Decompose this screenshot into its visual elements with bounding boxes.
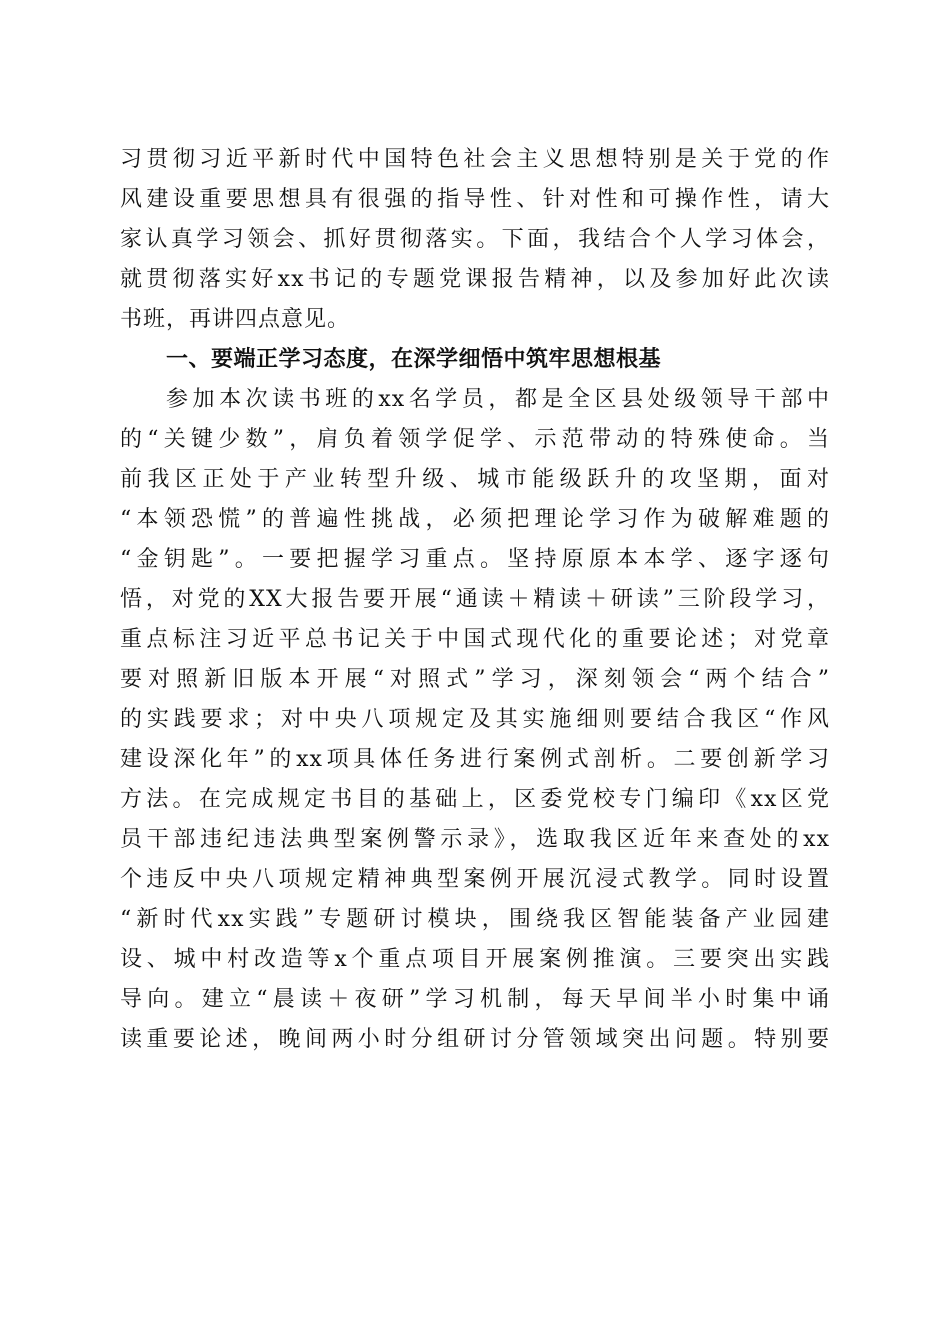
paragraph-line: “本领恐慌”的普遍性挑战，必须把理论学习作为破解难题的 — [120, 507, 830, 532]
paragraph-line: 读重要论述，晚间两小时分组研讨分管领域突出问题。特别要 — [120, 1027, 830, 1052]
document-body — [120, 140, 830, 1060]
paragraph-line: 员干部违纪违法典型案例警示录》，选取我区近年来查处的xx — [120, 827, 830, 852]
intro-line: 就贯彻落实好xx书记的专题党课报告精神，以及参加好此次读 — [120, 267, 830, 292]
paragraph-line: “金钥匙”。一要把握学习重点。坚持原原本本学、逐字逐句 — [120, 547, 830, 572]
intro-line: 书班，再讲四点意见。 — [120, 307, 351, 332]
paragraph-line: “新时代xx实践”专题研讨模块，围绕我区智能装备产业园建 — [120, 907, 830, 932]
paragraph-line: 方法。在完成规定书目的基础上，区委党校专门编印《xx区党 — [120, 787, 830, 812]
section-heading: 一、要端正学习态度，在深学细悟中筑牢思想根基 — [166, 347, 662, 372]
paragraph-line: 的实践要求；对中央八项规定及其实施细则要结合我区“作风 — [120, 707, 830, 732]
paragraph-line: 悟，对党的XX大报告要开展“通读＋精读＋研读”三阶段学习， — [120, 587, 830, 612]
intro-line: 风建设重要思想具有很强的指导性、针对性和可操作性，请大 — [120, 187, 830, 212]
paragraph-line: 重点标注习近平总书记关于中国式现代化的重要论述；对党章 — [120, 627, 830, 652]
paragraph-line: 要对照新旧版本开展“对照式”学习，深刻领会“两个结合” — [120, 667, 830, 692]
paragraph-line: 的“关键少数”，肩负着领学促学、示范带动的特殊使命。当 — [120, 427, 830, 452]
paragraph-line: 建设深化年”的xx项具体任务进行案例式剖析。二要创新学习 — [120, 747, 830, 772]
intro-line: 习贯彻习近平新时代中国特色社会主义思想特别是关于党的作 — [120, 147, 830, 172]
paragraph-line: 导向。建立“晨读＋夜研”学习机制，每天早间半小时集中诵 — [120, 987, 830, 1012]
paragraph-line: 参加本次读书班的xx名学员，都是全区县处级领导干部中 — [166, 387, 830, 412]
paragraph-line: 前我区正处于产业转型升级、城市能级跃升的攻坚期，面对 — [120, 467, 830, 492]
paragraph-line: 设、城中村改造等x个重点项目开展案例推演。三要突出实践 — [120, 947, 830, 972]
paragraph-line: 个违反中央八项规定精神典型案例开展沉浸式教学。同时设置 — [120, 867, 830, 892]
intro-line: 家认真学习领会、抓好贯彻落实。下面，我结合个人学习体会， — [120, 227, 830, 252]
